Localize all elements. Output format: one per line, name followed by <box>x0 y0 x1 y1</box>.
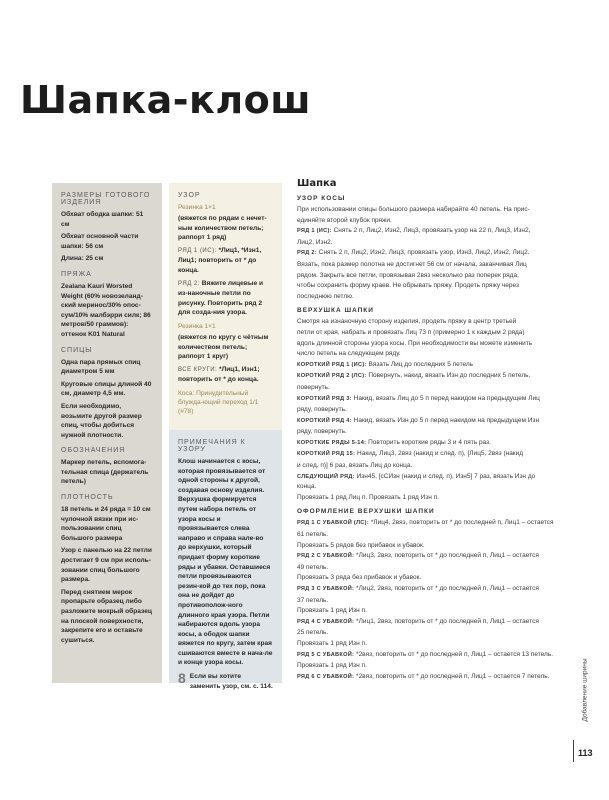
text-line: Провязать 1 ряд Изн п. <box>297 662 367 670</box>
subsection-title: УЗОР КОСЫ <box>297 195 346 202</box>
text-line: и след. п)] 6 раз, вязать Лиц до конца. <box>297 462 413 470</box>
row-label: РЯД 5 С УБАВКОЙ: <box>297 651 355 658</box>
text-line: Провязать 5 рядов без прибавок и убавок. <box>297 541 425 549</box>
text-line: РЯД 4 С УБАВКОЙ: *Лиц1, 2вяз, повторить от * до последней п, Лиц1 – остается <box>297 617 539 625</box>
text-line: КОРОТКИЕ РЯДЫ 5-14: Повторить короткие ряды 3 и 4 пять раз. <box>297 438 491 446</box>
text-line: петли от края, набрать и провязать Лиц 73 п (примерно 1 к каждым 2 ряда) <box>297 328 525 336</box>
text-line: При использовании спицы большого размера набирайте 40 петель. На прис- <box>297 206 530 213</box>
pattern-panel <box>169 183 282 458</box>
cross-reference <box>178 672 273 694</box>
text-line: чтобы сохранить форму краев. Не обрывать пряжу. Продеть пряжу через <box>297 282 519 290</box>
text-line: 37 петель. <box>297 596 329 604</box>
text-line: вдоль длинной стороны узора косы. При необходимости вы можете изменить <box>297 339 533 347</box>
text-line: повернуть. <box>297 383 330 391</box>
text-line: Провязать 3 ряда без прибавок и убавок. <box>297 574 422 582</box>
row-label: КОРОТКИЙ РЯД 4: <box>297 417 352 424</box>
section-header: ПЛОТНОСТЬ <box>61 494 114 502</box>
spec-item: Узор с панелью на 22 петли достигает 9 см при исполь-зовании спиц большого размера. <box>61 547 152 584</box>
spec-item: Длина: 25 см <box>61 255 104 263</box>
pattern-row <box>178 279 273 318</box>
row-label: РЯД 2: <box>178 280 200 287</box>
running-header: Добавление ширины <box>581 658 589 722</box>
text-line: Провязать 1 ряд Изн п. <box>297 639 367 647</box>
page-number: 113 <box>578 748 593 758</box>
text-line: РЯД 3 С УБАВКОЙ: *Лиц2, 2вяз, повторить от * до последней п, Лиц1 – остается <box>297 585 539 592</box>
notes-text: Если вы хотите заменить узор, см. с. 114. <box>189 673 273 690</box>
row-label: РЯД 2 С УБАВКОЙ: <box>297 553 355 560</box>
row-label: ВСЕ КРУГИ: <box>178 366 218 373</box>
row-label: РЯД 1 (ИС): <box>297 228 332 235</box>
pattern-row <box>178 246 273 276</box>
text-line: ряду, повернуть. <box>297 428 347 436</box>
pattern-text: (вяжется по кругу с чётным количеством петель; раппорт 1 круг) <box>178 333 269 361</box>
section-title: Шапка <box>297 178 337 189</box>
text-line: рядом. Закрыть все петли, провязывая 2вяз несколько раз поперек ряда, <box>297 271 519 279</box>
notes-panel <box>169 430 282 690</box>
text-line: единяйте второй клубок пряжи. <box>297 216 392 224</box>
row-label: РЯД 4 С УБАВКОЙ: <box>297 618 355 625</box>
row-label: РЯД 3 С УБАВКОЙ: <box>297 586 355 592</box>
row-label: СЛЕДУЮЩИЙ РЯД: <box>297 473 355 480</box>
row-label: РЯД 2: <box>297 250 317 257</box>
spec-item: 18 петель и 24 ряда = 10 см чулочной вязки при ис-пользовании спиц большого размера <box>61 506 151 542</box>
specs-panel <box>52 183 162 683</box>
spec-item: Zealana Kauri Worsted Weight (60% новозеланд-ский меринос/30% опос-сум/10% малбэрри силк; 86 метров/50 граммов): оттенок K01 Natural <box>61 282 151 338</box>
page-rule <box>573 740 574 762</box>
spec-item: Маркер петель, вспомога-тельная спица (держатель петель) <box>61 459 149 486</box>
row-label: КОРОТКИЙ РЯД 15: <box>297 451 356 458</box>
text-line: ряду, повернуть. <box>297 406 347 414</box>
row-label: КОРОТКИЙ РЯД 1 (ИС): <box>297 361 367 368</box>
text-line: КОРОТКИЙ РЯД 4: Накид, вязать Изн до 5 п перед накидом на предыдущем Изн <box>297 416 540 424</box>
section-header: ОБОЗНАЧЕНИЯ <box>61 447 126 455</box>
main-instructions <box>297 178 555 683</box>
text-line: число петель на следующем ряду. <box>297 350 401 358</box>
pattern-text: (вяжется по рядам с нечет-ным количеством петель; раппорт 1 ряд) <box>178 215 267 242</box>
text-line: РЯД 1 С УБАВКОЙ (ЛС): *Лиц4, 2вяз, повторить от * до последней п, Лиц1 – остается <box>297 519 554 527</box>
spec-item: Обхват ободка шапки: 51 см <box>61 211 144 228</box>
text-line: Провязать 1 ряд Лиц п. Провязать 1 ряд Изн п. <box>297 493 439 501</box>
section-header: РАЗМЕРЫ ГОТОВОГО ИЗДЕЛИЯ <box>61 192 151 206</box>
spec-item: Если необходимо, возьмите другой размер спиц, чтобы добиться нужной плотности. <box>61 402 142 439</box>
pattern-subheading: Коса: Принудительный блужда-ющий переход 1/1 (#78) <box>178 389 259 415</box>
text-line: СЛЕДУЮЩИЙ РЯД: Изн45, [сСИзн (накид и след. п), Изн5] 7 раз, вязать Изн до конца. <box>297 472 536 491</box>
text-line: Смотря на изнаночную сторону изделия, продеть пряжу в центр третьей <box>297 318 517 326</box>
bullet-number: 8 <box>178 670 186 687</box>
spec-item: Круговые спицы длиной 40 см, диаметр 4,5 мм. <box>61 380 152 398</box>
text-line: КОРОТКИЙ РЯД 3: Накид, вязать Лиц до 5 п перед накидом на предыдущем Лиц <box>297 394 540 402</box>
page-title: Шапка-клош <box>20 78 312 122</box>
text-line: Лиц2, Изн2. <box>297 238 333 246</box>
row-label: РЯД 1 (ИС): <box>178 247 217 254</box>
pattern-subheading: Резинка 1×1 <box>178 204 216 211</box>
section-header: СПИЦЫ <box>61 346 93 354</box>
text-line: 61 петель. <box>297 531 329 539</box>
row-label: КОРОТКИЙ РЯД 2 (ЛС): <box>297 373 367 380</box>
text-line: КОРОТКИЙ РЯД 1 (ИС): Вязать Лиц до последних 5 петель <box>297 360 474 368</box>
spec-item: Обхват основной части шапки: 56 см <box>61 233 139 250</box>
text-line: КОРОТКИЙ РЯД 15: Накид, Лиц3, 2вяз (накид и след. п), [Лиц5, 2вяз (накид <box>297 450 524 458</box>
section-header: ПРЯЖА <box>61 270 92 278</box>
text-line: РЯД 6 С УБАВКОЙ: *2вяз, повторить от * до последней п, Лиц1 – остается 7 петель. <box>297 672 550 680</box>
row-text: *Лиц1, Изн1; повторить от * до конца. <box>178 365 260 384</box>
row-label: РЯД 1 С УБАВКОЙ (ЛС): <box>297 520 369 527</box>
text-line: Провязать 1 ряд Изн п. <box>297 607 367 615</box>
text-line: 25 петель. <box>297 629 329 637</box>
row-label: КОРОТКИЕ РЯДЫ 5-14: <box>297 439 367 446</box>
subsection-title: ОФОРМЛЕНИЕ ВЕРХУШКИ ШАПКИ <box>297 508 435 516</box>
pattern-row <box>178 365 273 385</box>
section-header: УЗОР <box>178 192 201 199</box>
spec-item: Одна пара прямых спиц диаметром 5 мм <box>61 358 141 376</box>
text-line: последнюю петлю. <box>297 292 354 300</box>
subsection-title: ВЕРХУШКА ШАПКИ <box>297 307 374 315</box>
text-line: РЯД 1 (ИС): Снять 2 п, Лиц2, Изн2, Лиц3, провязать узор на 22 п, Лиц3, Изн2, <box>297 227 531 235</box>
text-line: РЯД 2: Снять 2 п, Лиц2, Изн2, Лиц3, провязать узор, Изн3, Лиц2, Изн2, Лиц2. <box>297 249 530 257</box>
text-line: КОРОТКИЙ РЯД 2 (ЛС): Повернуть, накид, вязать Изн до последних 5 петель, <box>297 372 531 380</box>
text-line: 49 петель. <box>297 563 329 571</box>
row-label: РЯД 6 С УБАВКОЙ: <box>297 673 355 680</box>
text-line: РЯД 2 С УБАВКОЙ: *Лиц3, 2вяз, повторить от * до последней п, Лиц1 – остается <box>297 552 539 560</box>
row-text: *Лиц1, *Изн1, Лиц1; повторить от * до конца. <box>178 246 262 274</box>
row-text: Вяжите лицевые и из-наночные петли по рисунку. Повторить ряд 2 для созда-ния узора. <box>178 279 264 317</box>
pattern-subheading: Резинка 1×1 <box>178 322 216 330</box>
text-line: РЯД 5 С УБАВКОЙ: *2вяз, повторить от * до последней п, Лиц1 – остается 13 петель. <box>297 650 554 658</box>
notes-text: Клош начинается с косы, которая провязывается от одной стороны к другой, создавая основу изделия. Верхушка формируется путем набора петель от узора косы и провязывается слева направо и справа нале-во до верхушки, который придает форму короткие ряды и убавки. Оставшиеся петли провязываются резин-кой до тех пор, пока она не дойдет до противополож-ного длинного края узора. Петли набираются вдоль узора косы, а ободок шапки вяжется по кругу, затем края сшиваются вместе в нача-ле и конце узора косы. <box>178 458 273 667</box>
row-label: КОРОТКИЙ РЯД 3: <box>297 395 352 402</box>
section-header: ПРИМЕЧАНИЯ К УЗОРУ <box>178 439 246 453</box>
spec-item: Перед снятием мерок пропарьте образец либо разложите мокрый образец на плоской поверхности, закрепите его и оставьте сушиться. <box>61 588 152 644</box>
text-line: Вязать, пока размер полотна не достигнет 56 см от начала, заканчивая Лиц <box>297 260 527 268</box>
